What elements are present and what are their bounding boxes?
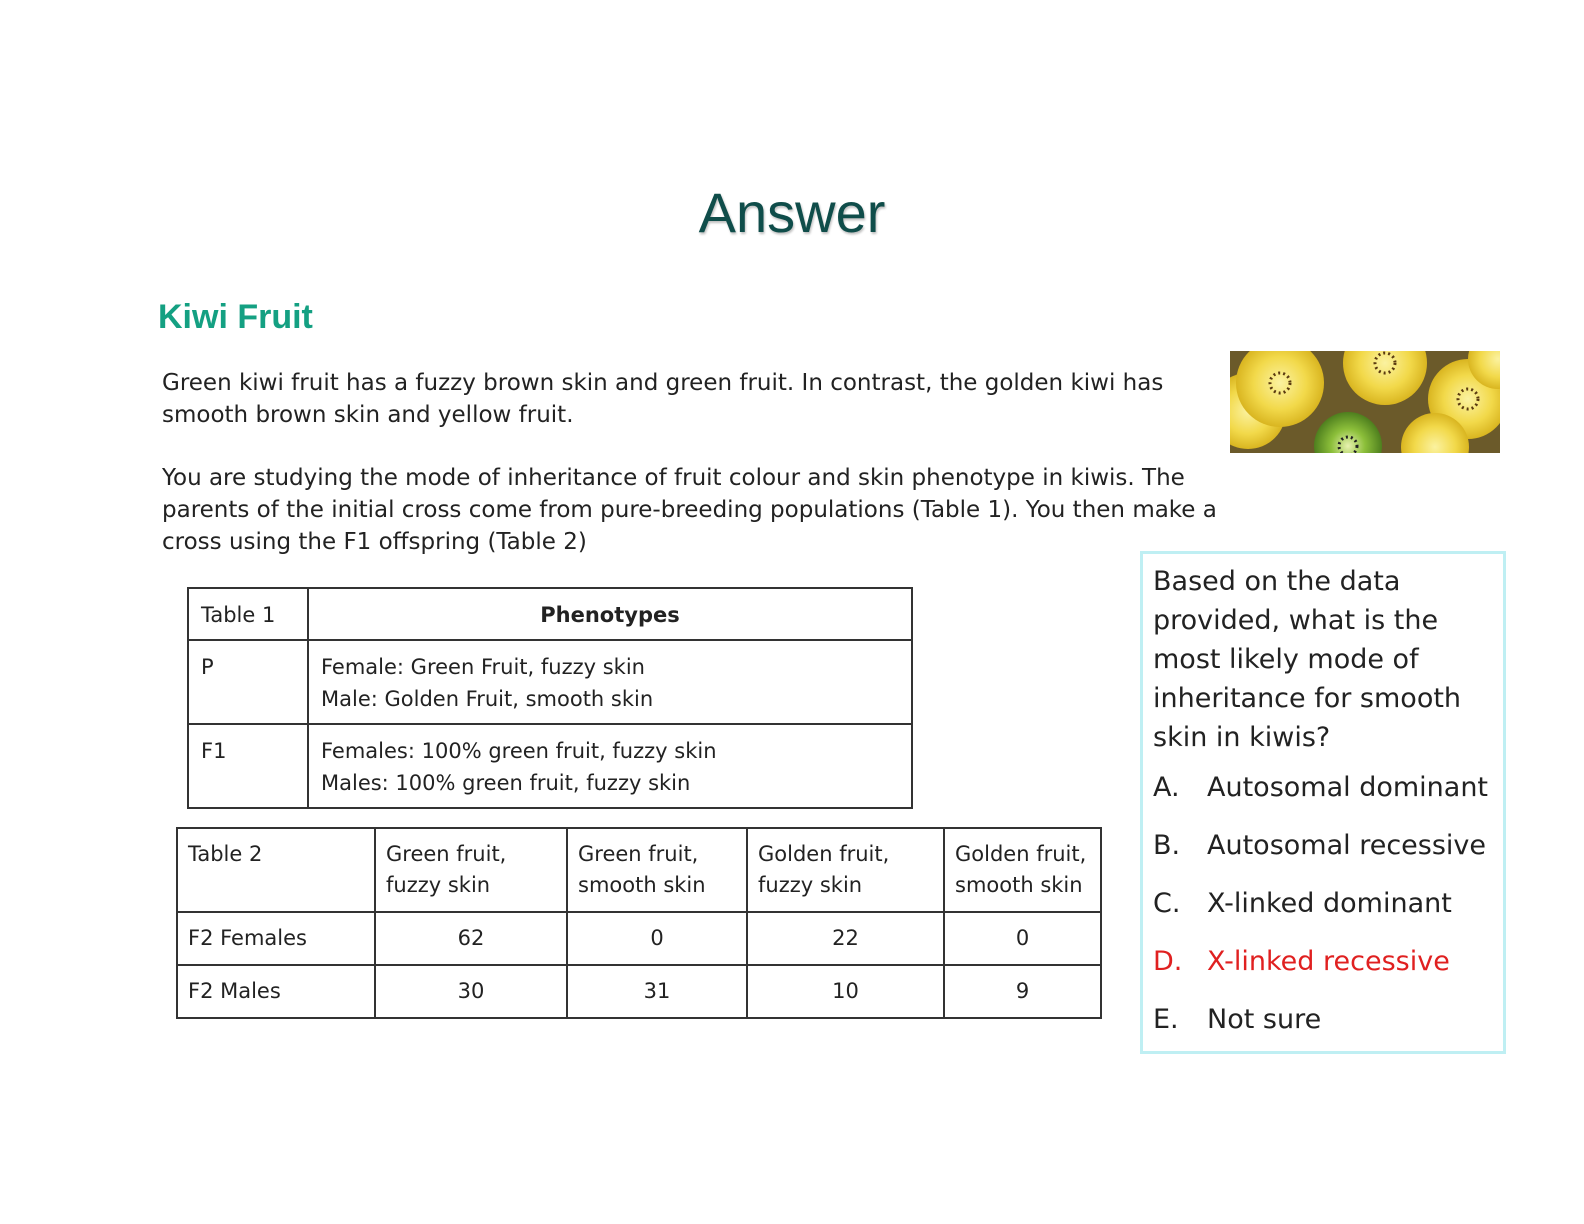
table-cell: 9	[944, 965, 1101, 1018]
option-text: Autosomal dominant	[1207, 772, 1489, 803]
option-letter: E.	[1153, 1004, 1179, 1035]
option-c[interactable]	[1153, 886, 1452, 922]
option-text: Autosomal recessive	[1207, 830, 1487, 861]
option-a[interactable]	[1153, 770, 1488, 806]
table-row	[188, 640, 912, 724]
column-header: smooth skin	[578, 873, 706, 897]
study-paragraph: You are studying the mode of inheritance of fruit colour and skin phenotype in kiwis. The parents of the initial cross come from pure-breeding populations (Table 1). You then make a cross using the F1 offspring (Table 2)	[162, 465, 1217, 555]
column-header: fuzzy skin	[758, 873, 863, 897]
table-1-corner: Table 1	[188, 588, 308, 640]
column-header: Golden fruit,	[955, 842, 1087, 866]
question-box	[1140, 551, 1506, 1054]
table-cell: 10	[747, 965, 944, 1018]
question-text: Based on the data provided, what is the most likely mode of inheritance for smooth skin in kiwis?	[1153, 566, 1462, 753]
intro-paragraph: Green kiwi fruit has a fuzzy brown skin and green fruit. In contrast, the golden kiwi has smooth brown skin and yellow fruit.	[162, 370, 1164, 428]
phenotype-line: Female: Green Fruit, fuzzy skin	[321, 655, 645, 679]
column-header: Green fruit,	[386, 842, 507, 866]
column-header: smooth skin	[955, 873, 1083, 897]
option-b[interactable]	[1153, 828, 1486, 864]
row-label: P	[188, 640, 308, 724]
column-header: Green fruit,	[578, 842, 699, 866]
phenotype-line: Males: 100% green fruit, fuzzy skin	[321, 771, 691, 795]
column-header: Table 2	[188, 842, 263, 866]
option-e[interactable]	[1153, 1002, 1321, 1038]
table-cell: 30	[375, 965, 567, 1018]
option-text: Not sure	[1207, 1004, 1322, 1035]
table-cell: 0	[567, 912, 747, 965]
table-row	[177, 965, 1101, 1018]
table-row	[188, 724, 912, 808]
option-letter: C.	[1153, 888, 1181, 919]
table-cell: 22	[747, 912, 944, 965]
phenotype-line: Females: 100% green fruit, fuzzy skin	[321, 739, 717, 763]
option-text: X-linked recessive	[1207, 946, 1450, 977]
kiwi-fruit-photo	[1230, 351, 1500, 453]
table-2	[176, 827, 1102, 1019]
option-letter: B.	[1153, 830, 1181, 861]
row-label: F2 Males	[177, 965, 375, 1018]
table-cell: 0	[944, 912, 1101, 965]
column-header: fuzzy skin	[386, 873, 491, 897]
phenotype-line: Male: Golden Fruit, smooth skin	[321, 687, 654, 711]
row-label: F1	[188, 724, 308, 808]
option-letter: D.	[1153, 946, 1183, 977]
row-label: F2 Females	[177, 912, 375, 965]
table-1-phenotypes-header: Phenotypes	[308, 588, 912, 640]
table-1	[187, 587, 913, 809]
table-cell: 31	[567, 965, 747, 1018]
section-heading: Kiwi Fruit	[158, 298, 313, 336]
table-row	[177, 912, 1101, 965]
option-text: X-linked dominant	[1207, 888, 1452, 919]
page-title: Answer	[698, 181, 886, 244]
option-letter: A.	[1153, 772, 1180, 803]
column-header: Golden fruit,	[758, 842, 890, 866]
option-d-correct[interactable]	[1153, 944, 1450, 980]
table-cell: 62	[375, 912, 567, 965]
